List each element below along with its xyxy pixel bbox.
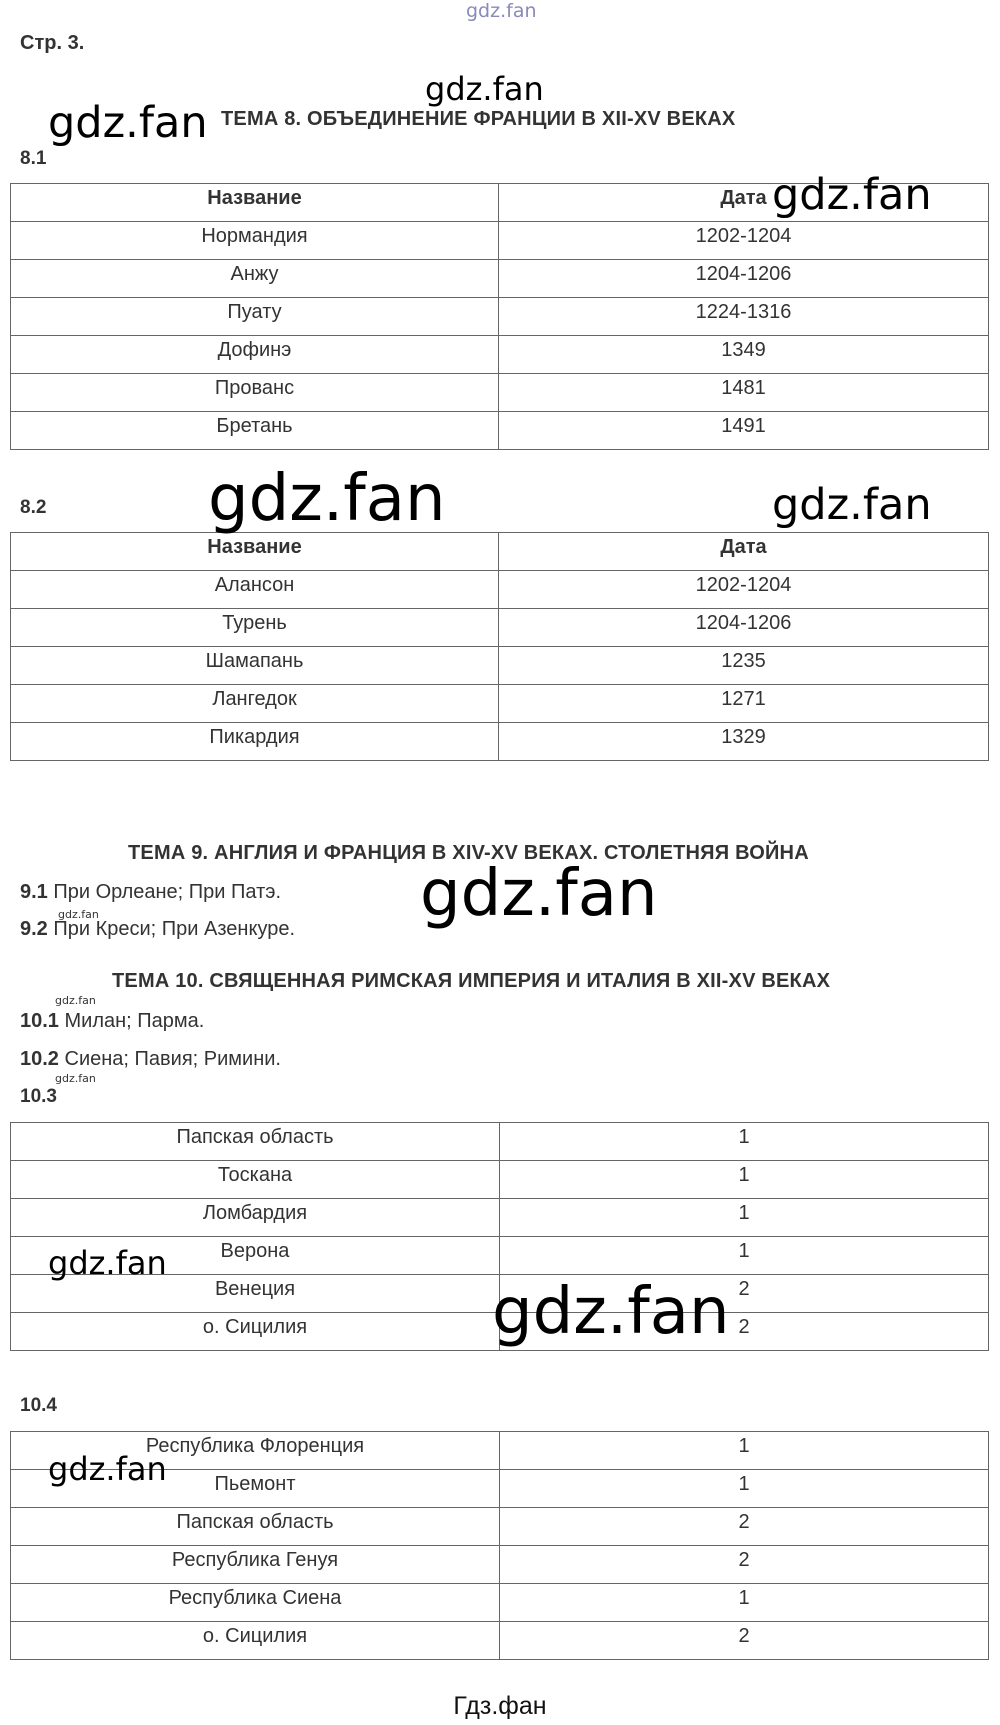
cell-date: 1235 <box>499 647 989 685</box>
cell-region: Республика Генуя <box>11 1546 500 1584</box>
cell-region: Папская область <box>11 1123 500 1161</box>
cell-date: 1349 <box>499 336 989 374</box>
cell-value: 2 <box>500 1546 989 1584</box>
cell-name: Пуату <box>11 298 499 336</box>
cell-date: 1204-1206 <box>499 609 989 647</box>
cell-name: Алансон <box>11 571 499 609</box>
cell-region: о. Сицилия <box>11 1622 500 1660</box>
table-8-1 <box>10 183 989 450</box>
cell-date: 1202-1204 <box>499 571 989 609</box>
column-header-name: Название <box>11 184 499 222</box>
cell-name: Бретань <box>11 412 499 450</box>
section-8-title: ТЕМА 8. ОБЪЕДИНЕНИЕ ФРАНЦИИ В XII-XV ВЕКАХ <box>221 108 736 130</box>
cell-value: 2 <box>500 1508 989 1546</box>
table-row <box>11 222 989 260</box>
cell-name: Турень <box>11 609 499 647</box>
section-10-title: ТЕМА 10. СВЯЩЕННАЯ РИМСКАЯ ИМПЕРИЯ И ИТАЛИЯ В XII-XV ВЕКАХ <box>112 970 831 992</box>
table-8-2 <box>10 532 989 761</box>
cell-value: 1 <box>500 1470 989 1508</box>
cell-value: 2 <box>500 1313 989 1351</box>
watermark: gdz.fan <box>48 1244 167 1282</box>
cell-name: Пикардия <box>11 723 499 761</box>
cell-value: 1 <box>500 1199 989 1237</box>
answer-9-2-number: 9.2 <box>20 918 48 940</box>
cell-region: Тоскана <box>11 1161 500 1199</box>
cell-region: Папская область <box>11 1508 500 1546</box>
table-row <box>11 647 989 685</box>
answer-10-2 <box>20 1048 281 1071</box>
answer-9-1-number: 9.1 <box>20 881 48 903</box>
table-header-row <box>11 533 989 571</box>
cell-date: 1224-1316 <box>499 298 989 336</box>
cell-name: Лангедок <box>11 685 499 723</box>
watermark: gdz.fan <box>420 857 658 931</box>
table-row <box>11 1161 989 1199</box>
table-row <box>11 412 989 450</box>
cell-value: 1 <box>500 1237 989 1275</box>
table-row <box>11 260 989 298</box>
cell-date: 1204-1206 <box>499 260 989 298</box>
cell-value: 1 <box>500 1584 989 1622</box>
footer-watermark: Гдз.фан <box>453 1692 547 1720</box>
answer-10-1-text: Милан; Парма. <box>64 1010 205 1032</box>
answer-10-4-number: 10.4 <box>20 1395 57 1416</box>
table-row <box>11 1546 989 1584</box>
cell-date: 1481 <box>499 374 989 412</box>
cell-date: 1329 <box>499 723 989 761</box>
answer-8-2-number: 8.2 <box>20 497 47 518</box>
column-header-date: Дата <box>499 533 989 571</box>
watermark-small: gdz.fan <box>58 908 99 921</box>
table-row <box>11 571 989 609</box>
table-row <box>11 1508 989 1546</box>
watermark-small: gdz.fan <box>55 994 96 1007</box>
column-header-date: Дата <box>499 184 989 222</box>
watermark: gdz.fan <box>772 170 932 220</box>
table-row <box>11 336 989 374</box>
table-row <box>11 685 989 723</box>
answer-10-2-text: Сиена; Павия; Римини. <box>64 1048 281 1070</box>
answer-9-1 <box>20 881 281 904</box>
table-row <box>11 1199 989 1237</box>
table-row <box>11 1584 989 1622</box>
cell-region: Пьемонт <box>11 1470 500 1508</box>
cell-name: Прованс <box>11 374 499 412</box>
answer-9-2 <box>20 918 295 941</box>
answer-9-2-text: При Креси; При Азенкуре. <box>53 918 296 940</box>
watermark: gdz.fan <box>425 70 544 108</box>
answer-8-1-number: 8.1 <box>20 148 47 169</box>
cell-date: 1271 <box>499 685 989 723</box>
watermark: gdz.fan <box>208 462 446 536</box>
cell-name: Анжу <box>11 260 499 298</box>
answer-10-1 <box>20 1010 204 1033</box>
cell-value: 1 <box>500 1123 989 1161</box>
watermark-small: gdz.fan <box>55 1072 96 1085</box>
cell-name: Дофинэ <box>11 336 499 374</box>
cell-date: 1202-1204 <box>499 222 989 260</box>
table-row <box>11 723 989 761</box>
watermark: gdz.fan <box>772 480 932 530</box>
cell-name: Нормандия <box>11 222 499 260</box>
column-header-name: Название <box>11 533 499 571</box>
cell-region: Венеция <box>11 1275 500 1313</box>
answer-9-1-text: При Орлеане; При Патэ. <box>53 881 282 903</box>
answer-10-2-number: 10.2 <box>20 1048 59 1070</box>
cell-region: Республика Флоренция <box>11 1432 500 1470</box>
cell-region: Республика Сиена <box>11 1584 500 1622</box>
watermark: gdz.fan <box>48 98 208 148</box>
cell-value: 2 <box>500 1275 989 1313</box>
table-row <box>11 298 989 336</box>
cell-region: Ломбардия <box>11 1199 500 1237</box>
answer-10-3-number: 10.3 <box>20 1086 57 1107</box>
page-label: Стр. 3. <box>20 32 85 54</box>
section-9-title: ТЕМА 9. АНГЛИЯ И ФРАНЦИЯ В XIV-XV ВЕКАХ. СТОЛЕТНЯЯ ВОЙНА <box>128 842 809 864</box>
table-row <box>11 1622 989 1660</box>
watermark: gdz.fan <box>492 1275 730 1349</box>
cell-value: 1 <box>500 1161 989 1199</box>
watermark: gdz.fan <box>48 1450 167 1488</box>
cell-value: 1 <box>500 1432 989 1470</box>
table-row <box>11 609 989 647</box>
header-watermark: gdz.fan <box>466 0 537 22</box>
cell-value: 2 <box>500 1622 989 1660</box>
cell-name: Шамапань <box>11 647 499 685</box>
cell-date: 1491 <box>499 412 989 450</box>
cell-region: Верона <box>11 1237 500 1275</box>
cell-region: о. Сицилия <box>11 1313 500 1351</box>
table-row <box>11 1123 989 1161</box>
answer-10-1-number: 10.1 <box>20 1010 59 1032</box>
table-row <box>11 374 989 412</box>
